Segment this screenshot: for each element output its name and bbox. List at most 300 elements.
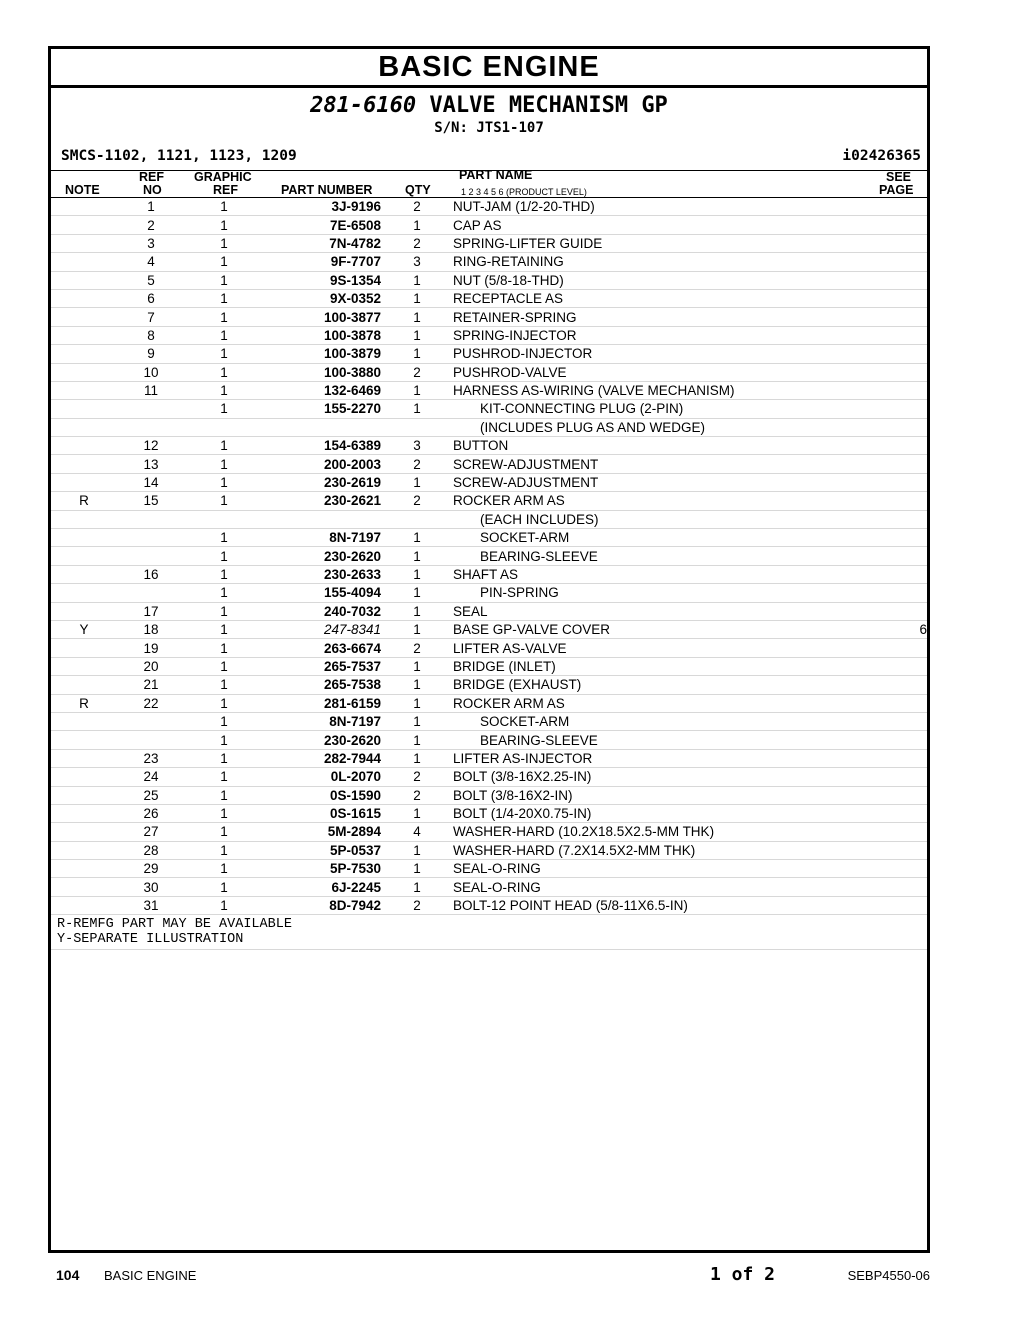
see-page-cell bbox=[853, 529, 927, 547]
see-page-cell bbox=[853, 786, 927, 804]
ref-number-cell: 30 bbox=[117, 878, 185, 896]
smcs-row bbox=[51, 148, 927, 164]
quantity-cell: 2 bbox=[381, 198, 453, 216]
ref-number-cell bbox=[117, 400, 185, 418]
graphic-ref-cell: 1 bbox=[185, 620, 263, 638]
see-page-cell bbox=[853, 804, 927, 822]
quantity-cell: 1 bbox=[381, 381, 453, 399]
graphic-ref-cell: 1 bbox=[185, 529, 263, 547]
table-row bbox=[51, 878, 927, 896]
note-cell bbox=[51, 584, 117, 602]
table-row bbox=[51, 529, 927, 547]
part-name-cell: BOLT (3/8-16X2.25-IN) bbox=[453, 768, 853, 786]
part-number-cell: 100-3877 bbox=[263, 308, 381, 326]
page-frame bbox=[48, 46, 930, 1253]
ref-number-cell: 22 bbox=[117, 694, 185, 712]
graphic-ref-cell: 1 bbox=[185, 400, 263, 418]
note-cell bbox=[51, 676, 117, 694]
part-name-cell: PUSHROD-INJECTOR bbox=[453, 345, 853, 363]
ref-number-cell: 17 bbox=[117, 602, 185, 620]
quantity-cell: 2 bbox=[381, 768, 453, 786]
see-page-cell bbox=[853, 473, 927, 491]
header-see-bottom: PAGE bbox=[879, 183, 914, 197]
see-page-cell bbox=[853, 823, 927, 841]
quantity-cell: 1 bbox=[381, 620, 453, 638]
footer-page-of: 1 of 2 bbox=[710, 1264, 776, 1285]
note-cell bbox=[51, 860, 117, 878]
ref-number-cell: 14 bbox=[117, 473, 185, 491]
part-name-cell: BRIDGE (INLET) bbox=[453, 657, 853, 675]
graphic-ref-cell: 1 bbox=[185, 345, 263, 363]
page-footer bbox=[56, 1264, 930, 1286]
part-name-cell: HARNESS AS-WIRING (VALVE MECHANISM) bbox=[453, 381, 853, 399]
table-row bbox=[51, 326, 927, 344]
part-number-cell: 200-2003 bbox=[263, 455, 381, 473]
quantity-cell: 2 bbox=[381, 455, 453, 473]
part-number-cell: 247-8341 bbox=[263, 620, 381, 638]
graphic-ref-cell: 1 bbox=[185, 860, 263, 878]
ref-number-cell: 23 bbox=[117, 749, 185, 767]
part-number-cell: 5P-0537 bbox=[263, 841, 381, 859]
part-number-cell bbox=[263, 510, 381, 528]
part-number-cell: 263-6674 bbox=[263, 639, 381, 657]
note-cell bbox=[51, 768, 117, 786]
part-name-cell: BRIDGE (EXHAUST) bbox=[453, 676, 853, 694]
note-cell bbox=[51, 326, 117, 344]
part-name-cell: SPRING-INJECTOR bbox=[453, 326, 853, 344]
part-number-cell: 0S-1590 bbox=[263, 786, 381, 804]
see-page-cell bbox=[853, 492, 927, 510]
part-number-cell: 132-6469 bbox=[263, 381, 381, 399]
graphic-ref-cell: 1 bbox=[185, 749, 263, 767]
see-page-cell bbox=[853, 584, 927, 602]
see-page-cell bbox=[853, 547, 927, 565]
see-page-cell bbox=[853, 418, 927, 436]
table-row bbox=[51, 345, 927, 363]
part-number-cell: 155-4094 bbox=[263, 584, 381, 602]
see-page-cell bbox=[853, 289, 927, 307]
ref-number-cell: 4 bbox=[117, 253, 185, 271]
table-row bbox=[51, 860, 927, 878]
part-name-cell: NUT (5/8-18-THD) bbox=[453, 271, 853, 289]
ref-number-cell: 24 bbox=[117, 768, 185, 786]
header-see-top: SEE bbox=[886, 170, 912, 184]
note-cell bbox=[51, 345, 117, 363]
note-cell bbox=[51, 289, 117, 307]
note-cell: R bbox=[51, 694, 117, 712]
header-graphic-bottom: REF bbox=[213, 183, 238, 197]
note-cell bbox=[51, 308, 117, 326]
note-cell bbox=[51, 400, 117, 418]
part-name-cell: BOLT (3/8-16X2-IN) bbox=[453, 786, 853, 804]
serial-number: S/N: JTS1-107 bbox=[434, 120, 544, 136]
ref-number-cell: 19 bbox=[117, 639, 185, 657]
ref-number-cell: 2 bbox=[117, 216, 185, 234]
part-name-cell: LIFTER AS-INJECTOR bbox=[453, 749, 853, 767]
group-part-number: 281-6160 bbox=[310, 93, 417, 118]
footer-doc-id: SEBP4550-06 bbox=[847, 1268, 930, 1283]
parts-table bbox=[51, 198, 927, 915]
graphic-ref-cell: 1 bbox=[185, 804, 263, 822]
note-cell bbox=[51, 602, 117, 620]
quantity-cell: 3 bbox=[381, 253, 453, 271]
part-number-cell: 8N-7197 bbox=[263, 529, 381, 547]
ref-number-cell bbox=[117, 731, 185, 749]
part-name-cell: NUT-JAM (1/2-20-THD) bbox=[453, 198, 853, 216]
note-cell bbox=[51, 234, 117, 252]
ref-number-cell: 13 bbox=[117, 455, 185, 473]
quantity-cell: 1 bbox=[381, 804, 453, 822]
part-number-cell: 230-2619 bbox=[263, 473, 381, 491]
graphic-ref-cell: 1 bbox=[185, 271, 263, 289]
see-page-cell bbox=[853, 896, 927, 914]
ref-number-cell bbox=[117, 712, 185, 730]
table-row bbox=[51, 657, 927, 675]
footer-section: BASIC ENGINE bbox=[104, 1268, 197, 1283]
table-row bbox=[51, 271, 927, 289]
group-title bbox=[51, 93, 927, 118]
table-header bbox=[51, 170, 927, 198]
quantity-cell: 1 bbox=[381, 308, 453, 326]
part-number-cell: 100-3878 bbox=[263, 326, 381, 344]
note-cell bbox=[51, 473, 117, 491]
table-row bbox=[51, 381, 927, 399]
part-number-cell: 230-2620 bbox=[263, 547, 381, 565]
part-number-cell: 265-7538 bbox=[263, 676, 381, 694]
table-row bbox=[51, 749, 927, 767]
part-number-cell: 8D-7942 bbox=[263, 896, 381, 914]
table-row bbox=[51, 602, 927, 620]
part-name-cell: PIN-SPRING bbox=[453, 584, 853, 602]
ref-number-cell: 26 bbox=[117, 804, 185, 822]
part-number-cell: 0S-1615 bbox=[263, 804, 381, 822]
note-cell: R bbox=[51, 492, 117, 510]
quantity-cell bbox=[381, 510, 453, 528]
table-row bbox=[51, 786, 927, 804]
note-cell: Y bbox=[51, 620, 117, 638]
table-row bbox=[51, 492, 927, 510]
graphic-ref-cell: 1 bbox=[185, 823, 263, 841]
see-page-cell bbox=[853, 731, 927, 749]
quantity-cell: 2 bbox=[381, 492, 453, 510]
see-page-cell bbox=[853, 768, 927, 786]
part-name-cell: SCREW-ADJUSTMENT bbox=[453, 455, 853, 473]
see-page-cell bbox=[853, 694, 927, 712]
note-line: R-REMFG PART MAY BE AVAILABLE bbox=[57, 917, 292, 933]
graphic-ref-cell: 1 bbox=[185, 381, 263, 399]
note-cell bbox=[51, 198, 117, 216]
see-page-cell bbox=[853, 271, 927, 289]
illustration-id: i02426365 bbox=[842, 148, 921, 164]
part-name-cell: PUSHROD-VALVE bbox=[453, 363, 853, 381]
part-name-cell: BUTTON bbox=[453, 437, 853, 455]
table-row bbox=[51, 676, 927, 694]
ref-number-cell: 3 bbox=[117, 234, 185, 252]
ref-number-cell: 28 bbox=[117, 841, 185, 859]
part-name-cell: SEAL-O-RING bbox=[453, 878, 853, 896]
see-page-cell bbox=[853, 326, 927, 344]
table-row bbox=[51, 694, 927, 712]
part-name-cell: ROCKER ARM AS bbox=[453, 694, 853, 712]
part-number-cell: 100-3880 bbox=[263, 363, 381, 381]
group-name: VALVE MECHANISM GP bbox=[429, 93, 668, 118]
part-name-cell: RECEPTACLE AS bbox=[453, 289, 853, 307]
part-name-cell: RING-RETAINING bbox=[453, 253, 853, 271]
ref-number-cell: 15 bbox=[117, 492, 185, 510]
table-row bbox=[51, 418, 927, 436]
part-number-cell: 9F-7707 bbox=[263, 253, 381, 271]
part-number-cell: 282-7944 bbox=[263, 749, 381, 767]
note-cell bbox=[51, 529, 117, 547]
see-page-cell bbox=[853, 216, 927, 234]
header-qty: QTY bbox=[405, 183, 431, 197]
part-name-cell: (EACH INCLUDES) bbox=[453, 510, 853, 528]
quantity-cell: 1 bbox=[381, 326, 453, 344]
part-name-cell: SOCKET-ARM bbox=[453, 712, 853, 730]
graphic-ref-cell: 1 bbox=[185, 216, 263, 234]
part-number-cell: 154-6389 bbox=[263, 437, 381, 455]
table-row bbox=[51, 620, 927, 638]
part-name-cell: WASHER-HARD (7.2X14.5X2-MM THK) bbox=[453, 841, 853, 859]
quantity-cell: 1 bbox=[381, 216, 453, 234]
part-number-cell: 240-7032 bbox=[263, 602, 381, 620]
graphic-ref-cell: 1 bbox=[185, 455, 263, 473]
header-note: NOTE bbox=[65, 183, 100, 197]
graphic-ref-cell: 1 bbox=[185, 896, 263, 914]
quantity-cell bbox=[381, 418, 453, 436]
quantity-cell: 2 bbox=[381, 786, 453, 804]
part-name-cell: LIFTER AS-VALVE bbox=[453, 639, 853, 657]
see-page-cell bbox=[853, 639, 927, 657]
quantity-cell: 2 bbox=[381, 234, 453, 252]
ref-number-cell bbox=[117, 510, 185, 528]
part-name-cell: KIT-CONNECTING PLUG (2-PIN) bbox=[453, 400, 853, 418]
quantity-cell: 2 bbox=[381, 639, 453, 657]
table-row bbox=[51, 289, 927, 307]
graphic-ref-cell bbox=[185, 418, 263, 436]
table-row bbox=[51, 823, 927, 841]
part-number-cell: 230-2621 bbox=[263, 492, 381, 510]
graphic-ref-cell: 1 bbox=[185, 363, 263, 381]
table-row bbox=[51, 584, 927, 602]
note-cell bbox=[51, 878, 117, 896]
see-page-cell bbox=[853, 712, 927, 730]
note-cell bbox=[51, 731, 117, 749]
quantity-cell: 1 bbox=[381, 473, 453, 491]
see-page-cell bbox=[853, 657, 927, 675]
table-row bbox=[51, 234, 927, 252]
ref-number-cell: 5 bbox=[117, 271, 185, 289]
note-cell bbox=[51, 510, 117, 528]
quantity-cell: 1 bbox=[381, 676, 453, 694]
quantity-cell: 1 bbox=[381, 602, 453, 620]
note-cell bbox=[51, 841, 117, 859]
graphic-ref-cell: 1 bbox=[185, 198, 263, 216]
see-page-cell bbox=[853, 437, 927, 455]
note-cell bbox=[51, 271, 117, 289]
note-cell bbox=[51, 896, 117, 914]
note-cell bbox=[51, 804, 117, 822]
see-page-cell bbox=[853, 455, 927, 473]
header-ref-bottom: NO bbox=[143, 183, 162, 197]
graphic-ref-cell: 1 bbox=[185, 547, 263, 565]
ref-number-cell: 31 bbox=[117, 896, 185, 914]
see-page-cell bbox=[853, 363, 927, 381]
quantity-cell: 4 bbox=[381, 823, 453, 841]
part-name-cell: ROCKER ARM AS bbox=[453, 492, 853, 510]
part-number-cell: 6J-2245 bbox=[263, 878, 381, 896]
note-cell bbox=[51, 363, 117, 381]
quantity-cell: 1 bbox=[381, 749, 453, 767]
note-cell bbox=[51, 823, 117, 841]
ref-number-cell: 10 bbox=[117, 363, 185, 381]
note-line: Y-SEPARATE ILLUSTRATION bbox=[57, 932, 244, 948]
table-row bbox=[51, 400, 927, 418]
part-name-cell: BEARING-SLEEVE bbox=[453, 547, 853, 565]
note-cell bbox=[51, 657, 117, 675]
note-cell bbox=[51, 639, 117, 657]
part-number-cell bbox=[263, 418, 381, 436]
part-number-cell: 7E-6508 bbox=[263, 216, 381, 234]
quantity-cell: 1 bbox=[381, 345, 453, 363]
quantity-cell: 1 bbox=[381, 289, 453, 307]
graphic-ref-cell: 1 bbox=[185, 657, 263, 675]
graphic-ref-cell: 1 bbox=[185, 639, 263, 657]
see-page-cell bbox=[853, 602, 927, 620]
graphic-ref-cell: 1 bbox=[185, 786, 263, 804]
graphic-ref-cell bbox=[185, 510, 263, 528]
part-number-cell: 0L-2070 bbox=[263, 768, 381, 786]
quantity-cell: 1 bbox=[381, 400, 453, 418]
see-page-cell bbox=[853, 860, 927, 878]
see-page-cell: 6 bbox=[853, 620, 927, 638]
quantity-cell: 1 bbox=[381, 271, 453, 289]
note-cell bbox=[51, 455, 117, 473]
see-page-cell bbox=[853, 253, 927, 271]
quantity-cell: 3 bbox=[381, 437, 453, 455]
part-number-cell: 230-2620 bbox=[263, 731, 381, 749]
ref-number-cell: 12 bbox=[117, 437, 185, 455]
graphic-ref-cell: 1 bbox=[185, 584, 263, 602]
table-row bbox=[51, 565, 927, 583]
table-row bbox=[51, 455, 927, 473]
ref-number-cell: 16 bbox=[117, 565, 185, 583]
part-number-cell: 9X-0352 bbox=[263, 289, 381, 307]
graphic-ref-cell: 1 bbox=[185, 768, 263, 786]
table-row bbox=[51, 473, 927, 491]
part-name-cell: SEAL bbox=[453, 602, 853, 620]
quantity-cell: 1 bbox=[381, 529, 453, 547]
quantity-cell: 1 bbox=[381, 694, 453, 712]
part-name-cell: SHAFT AS bbox=[453, 565, 853, 583]
ref-number-cell: 21 bbox=[117, 676, 185, 694]
graphic-ref-cell: 1 bbox=[185, 234, 263, 252]
ref-number-cell: 18 bbox=[117, 620, 185, 638]
part-name-cell: CAP AS bbox=[453, 216, 853, 234]
part-number-cell: 9S-1354 bbox=[263, 271, 381, 289]
see-page-cell bbox=[853, 381, 927, 399]
ref-number-cell bbox=[117, 547, 185, 565]
quantity-cell: 2 bbox=[381, 363, 453, 381]
table-row bbox=[51, 510, 927, 528]
graphic-ref-cell: 1 bbox=[185, 473, 263, 491]
part-number-cell: 5M-2894 bbox=[263, 823, 381, 841]
ref-number-cell: 6 bbox=[117, 289, 185, 307]
ref-number-cell: 7 bbox=[117, 308, 185, 326]
table-row bbox=[51, 198, 927, 216]
see-page-cell bbox=[853, 565, 927, 583]
title-band bbox=[51, 49, 927, 88]
ref-number-cell: 27 bbox=[117, 823, 185, 841]
quantity-cell: 1 bbox=[381, 878, 453, 896]
quantity-cell: 1 bbox=[381, 860, 453, 878]
see-page-cell bbox=[853, 841, 927, 859]
graphic-ref-cell: 1 bbox=[185, 841, 263, 859]
part-number-cell: 8N-7197 bbox=[263, 712, 381, 730]
quantity-cell: 1 bbox=[381, 712, 453, 730]
part-name-cell: SPRING-LIFTER GUIDE bbox=[453, 234, 853, 252]
part-number-cell: 100-3879 bbox=[263, 345, 381, 363]
section-title: BASIC ENGINE bbox=[378, 50, 600, 83]
part-name-cell: SOCKET-ARM bbox=[453, 529, 853, 547]
quantity-cell: 1 bbox=[381, 547, 453, 565]
header-part-number: PART NUMBER bbox=[281, 183, 373, 197]
note-cell bbox=[51, 565, 117, 583]
ref-number-cell: 25 bbox=[117, 786, 185, 804]
smcs-codes: SMCS-1102, 1121, 1123, 1209 bbox=[61, 148, 297, 164]
note-cell bbox=[51, 253, 117, 271]
header-product-level: 1 2 3 4 5 6 (PRODUCT LEVEL) bbox=[461, 187, 587, 197]
graphic-ref-cell: 1 bbox=[185, 308, 263, 326]
note-cell bbox=[51, 786, 117, 804]
table-row bbox=[51, 363, 927, 381]
part-number-cell: 281-6159 bbox=[263, 694, 381, 712]
see-page-cell bbox=[853, 234, 927, 252]
part-number-cell: 265-7537 bbox=[263, 657, 381, 675]
ref-number-cell bbox=[117, 418, 185, 436]
graphic-ref-cell: 1 bbox=[185, 676, 263, 694]
part-number-cell: 3J-9196 bbox=[263, 198, 381, 216]
see-page-cell bbox=[853, 400, 927, 418]
part-number-cell: 7N-4782 bbox=[263, 234, 381, 252]
part-number-cell: 155-2270 bbox=[263, 400, 381, 418]
graphic-ref-cell: 1 bbox=[185, 437, 263, 455]
quantity-cell: 1 bbox=[381, 841, 453, 859]
quantity-cell: 1 bbox=[381, 565, 453, 583]
ref-number-cell: 8 bbox=[117, 326, 185, 344]
part-number-cell: 5P-7530 bbox=[263, 860, 381, 878]
footer-page-number: 104 bbox=[56, 1267, 80, 1283]
ref-number-cell: 1 bbox=[117, 198, 185, 216]
note-cell bbox=[51, 712, 117, 730]
ref-number-cell bbox=[117, 584, 185, 602]
quantity-cell: 1 bbox=[381, 657, 453, 675]
ref-number-cell: 9 bbox=[117, 345, 185, 363]
table-row bbox=[51, 731, 927, 749]
graphic-ref-cell: 1 bbox=[185, 712, 263, 730]
part-name-cell: BOLT-12 POINT HEAD (5/8-11X6.5-IN) bbox=[453, 896, 853, 914]
ref-number-cell bbox=[117, 529, 185, 547]
note-cell bbox=[51, 437, 117, 455]
graphic-ref-cell: 1 bbox=[185, 289, 263, 307]
part-name-cell: SEAL-O-RING bbox=[453, 860, 853, 878]
see-page-cell bbox=[853, 308, 927, 326]
table-row bbox=[51, 768, 927, 786]
part-number-cell: 230-2633 bbox=[263, 565, 381, 583]
note-cell bbox=[51, 381, 117, 399]
ref-number-cell: 11 bbox=[117, 381, 185, 399]
part-name-cell: RETAINER-SPRING bbox=[453, 308, 853, 326]
